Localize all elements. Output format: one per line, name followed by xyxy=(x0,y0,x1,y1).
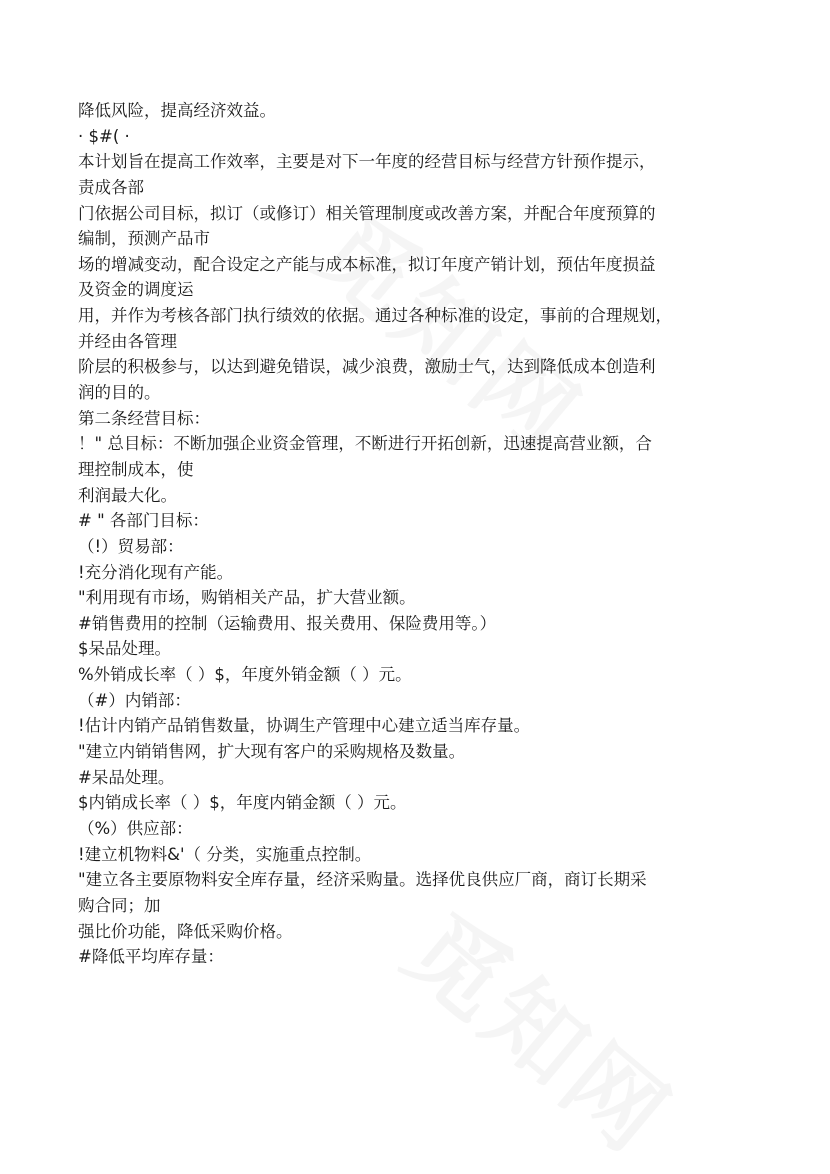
text-line: 场的增减变动，配合设定之产能与成本标准，拟订年度产销计划，预估年度损益 xyxy=(78,254,656,274)
list-item: #销售费用的控制（运输费用、报关费用、保险费用等。） xyxy=(78,613,497,633)
text-line: 门依据公司目标，拟订（或修订）相关管理制度或改善方案，并配合年度预算的 xyxy=(78,203,656,223)
list-item: !估计内销产品销售数量，协调生产管理中心建立适当库存量。 xyxy=(78,716,531,736)
list-item: "建立各主要原物料安全库存量，经济采购量。选择优良供应厂商，商订长期采 xyxy=(78,870,647,890)
text-line: 本计划旨在提高工作效率，主要是对下一年度的经营目标与经营方针预作提示， xyxy=(78,152,656,172)
text-line: 利润最大化。 xyxy=(78,485,177,505)
list-item: !建立机物料&'（ 分类，实施重点控制。 xyxy=(78,844,372,864)
text-line: · $#( · xyxy=(78,126,130,146)
text-line: 强比价功能，降低采购价格。 xyxy=(78,921,293,941)
text-line: ！" 总目标：不断加强企业资金管理，不断进行开拓创新，迅速提高营业额，合 xyxy=(78,434,652,454)
text-line: 并经由各管理 xyxy=(78,331,177,351)
document-body xyxy=(78,98,758,970)
text-line: 阶层的积极参与，以达到避免错误，减少浪费，激励士气，达到降低成本创造利 xyxy=(78,357,656,377)
list-item: $内销成长率（ ）$，年度内销金额（ ）元。 xyxy=(78,793,407,813)
list-item: !充分消化现有产能。 xyxy=(78,562,234,582)
list-item: #降低平均库存量： xyxy=(78,947,224,967)
subsection-heading: （%）供应部： xyxy=(78,818,193,838)
text-line: 润的目的。 xyxy=(78,383,161,403)
list-item: "建立内销销售网，扩大现有客户的采购规格及数量。 xyxy=(78,742,466,762)
list-item: %外销成长率（ ）$，年度外销金额（ ）元。 xyxy=(78,665,412,685)
text-line: 降低风险，提高经济效益。 xyxy=(78,101,276,120)
text-line: # " 各部门目标： xyxy=(78,511,209,531)
list-item: #呆品处理。 xyxy=(78,767,175,787)
subsection-heading: （!）贸易部： xyxy=(78,536,184,556)
section-heading: 第二条经营目标： xyxy=(78,408,210,428)
text-line: 购合同；加 xyxy=(78,895,161,915)
text-line: 责成各部 xyxy=(78,177,144,197)
text-line: 用，并作为考核各部门执行绩效的依据。通过各种标准的设定，事前的合理规划， xyxy=(78,306,672,326)
subsection-heading: （#）内销部： xyxy=(78,690,191,710)
list-item: "利用现有市场，购销相关产品，扩大营业额。 xyxy=(78,588,416,608)
list-item: $呆品处理。 xyxy=(78,639,171,659)
text-line: 理控制成本，使 xyxy=(78,459,194,479)
text-line: 编制，预测产品市 xyxy=(78,229,210,249)
text-line: 及资金的调度运 xyxy=(78,280,194,300)
